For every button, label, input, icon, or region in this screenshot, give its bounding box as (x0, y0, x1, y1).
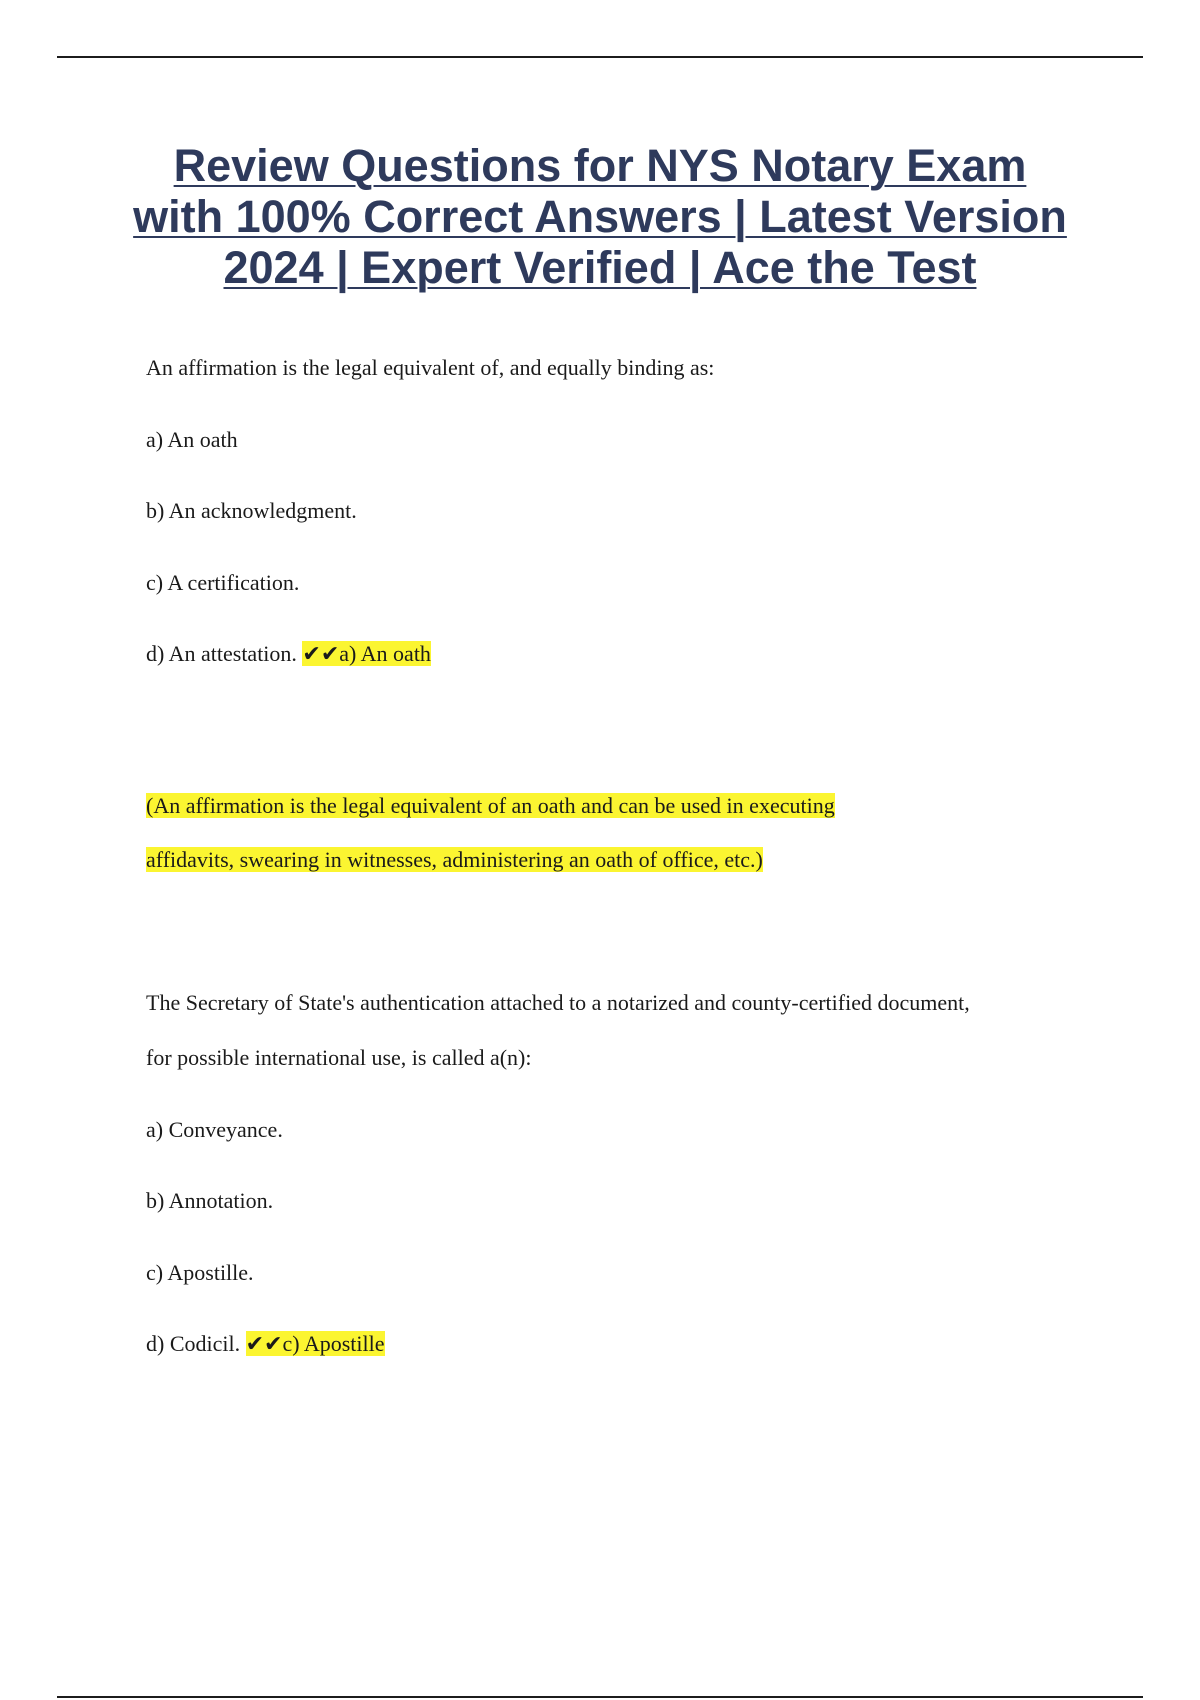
footer-rule (57, 1696, 1143, 1698)
title-line-2: with 100% Correct Answers | Latest Version (133, 191, 1067, 242)
question-1-explanation-line-1 (146, 793, 835, 819)
title-line-3: 2024 | Expert Verified | Ace the Test (223, 242, 977, 293)
question-1-option-c: c) A certification. (146, 570, 300, 595)
explanation-text: affidavits, swearing in witnesses, administering an oath of office, etc.) (146, 847, 763, 872)
question-1-option-d: d) An attestation. (146, 641, 297, 666)
question-1-explanation-line-2 (146, 847, 763, 873)
question-2-option-d: d) Codicil. (146, 1331, 241, 1356)
question-1-stem: An affirmation is the legal equivalent of, and equally binding as: (146, 355, 715, 380)
question-2-answer: ✔✔c) Apostille (245, 1331, 385, 1356)
question-2-stem-line-1: The Secretary of State's authentication attached to a notarized and county-certified document, (146, 990, 970, 1015)
question-2-option-d-row (146, 1331, 385, 1357)
document-title (100, 140, 1100, 293)
explanation-text: (An affirmation is the legal equivalent of an oath and can be used in executing (146, 793, 835, 818)
question-1-answer: ✔✔a) An oath (302, 641, 431, 666)
title-line-1: Review Questions for NYS Notary Exam (173, 140, 1027, 191)
question-1-option-a: a) An oath (146, 427, 238, 452)
question-2-stem-line-2: for possible international use, is called a(n): (146, 1045, 532, 1070)
question-1-option-b: b) An acknowledgment. (146, 498, 357, 523)
question-2-option-b: b) Annotation. (146, 1188, 274, 1213)
question-2-option-a: a) Conveyance. (146, 1117, 283, 1142)
question-1-option-d-row (146, 641, 431, 667)
header-rule (57, 56, 1143, 58)
question-2-option-c: c) Apostille. (146, 1260, 254, 1285)
